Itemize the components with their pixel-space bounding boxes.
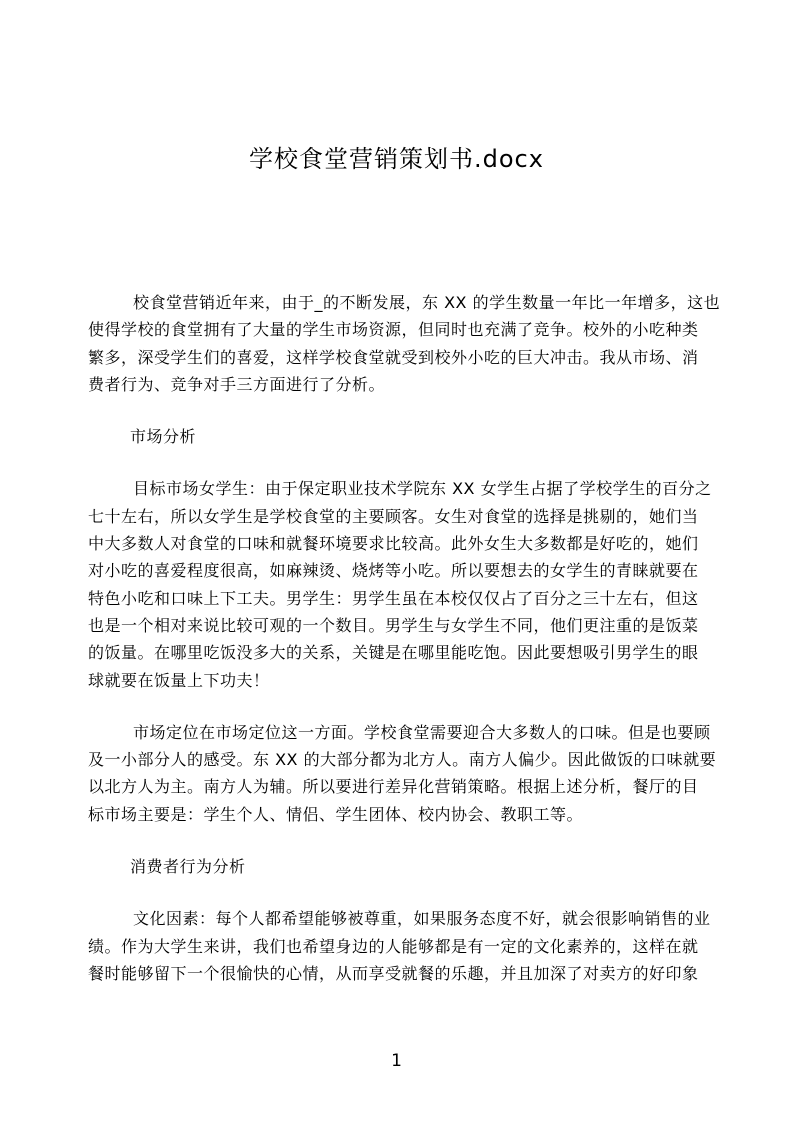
paragraph	[88, 289, 720, 398]
text-line: 繁多，深受学生们的喜爱，这样学校食堂就受到校外小吃的巨大冲击。我从市场、消	[88, 347, 699, 367]
text-line: 标市场主要是：学生个人、情侣、学生团体、校内协会、教职工等。	[88, 804, 584, 824]
text-line: 球就要在饭量上下功夫！	[88, 670, 270, 690]
text-line: 市场定位在市场定位这一方面。学校食堂需要迎合大多数人的口味。但是也要顾	[133, 722, 711, 742]
text-line: 的饭量。在哪里吃饭没多大的关系，关键是在哪里能吃饱。因此要想吸引男学生的眼	[88, 643, 699, 663]
paragraph	[88, 905, 720, 987]
document-body	[88, 289, 720, 1012]
text-line: 校食堂营销近年来，由于_的不断发展，东 XX 的学生数量一年比一年增多，这也	[133, 293, 720, 312]
text-line: 中大多数人对食堂的口味和就餐环境要求比较高。此外女生大多数都是好吃的，她们	[88, 534, 699, 554]
paragraph	[88, 475, 720, 693]
text-line: 也是一个相对来说比较可观的一个数目。男学生与女学生不同，他们更注重的是饭菜	[88, 615, 699, 635]
paragraph	[88, 719, 720, 828]
text-line: 及一小部分人的感受。东 XX 的大部分都为北方人。南方人偏少。因此做饭的口味就要	[88, 750, 717, 770]
text-line: 以北方人为主。南方人为辅。所以要进行差异化营销策略。根据上述分析，餐厅的目	[88, 777, 699, 797]
text-line: 费者行为、竞争对手三方面进行了分析。	[88, 374, 386, 394]
text-line: 对小吃的喜爱程度很高，如麻辣烫、烧烤等小吃。所以要想去的女学生的青睐就要在	[88, 561, 699, 581]
section-heading: 市场分析	[130, 427, 197, 447]
section-heading: 消费者行为分析	[130, 857, 246, 877]
text-line: 餐时能够留下一个很愉快的心情，从而享受就餐的乐趣，并且加深了对卖方的好印象	[88, 963, 699, 983]
text-line: 七十左右，所以女学生是学校食堂的主要顾客。女生对食堂的选择是挑剔的，她们当	[88, 506, 699, 526]
text-line: 目标市场女学生：由于保定职业技术学院东 XX 女学生占据了学校学生的百分之	[133, 479, 712, 499]
text-line: 绩。作为大学生来讲，我们也希望身边的人能够都是有一定的文化素养的，这样在就	[88, 936, 699, 956]
text-line: 文化因素：每个人都希望能够被尊重，如果服务态度不好，就会很影响销售的业	[133, 909, 711, 929]
page-number: 1	[391, 1051, 402, 1071]
text-line: 使得学校的食堂拥有了大量的学生市场资源，但同时也充满了竞争。校外的小吃种类	[88, 320, 699, 340]
document-title: 学校食堂营销策划书.docx	[249, 145, 544, 173]
text-line: 特色小吃和口味上下工夫。男学生：男学生虽在本校仅仅占了百分之三十左右，但这	[88, 588, 699, 608]
